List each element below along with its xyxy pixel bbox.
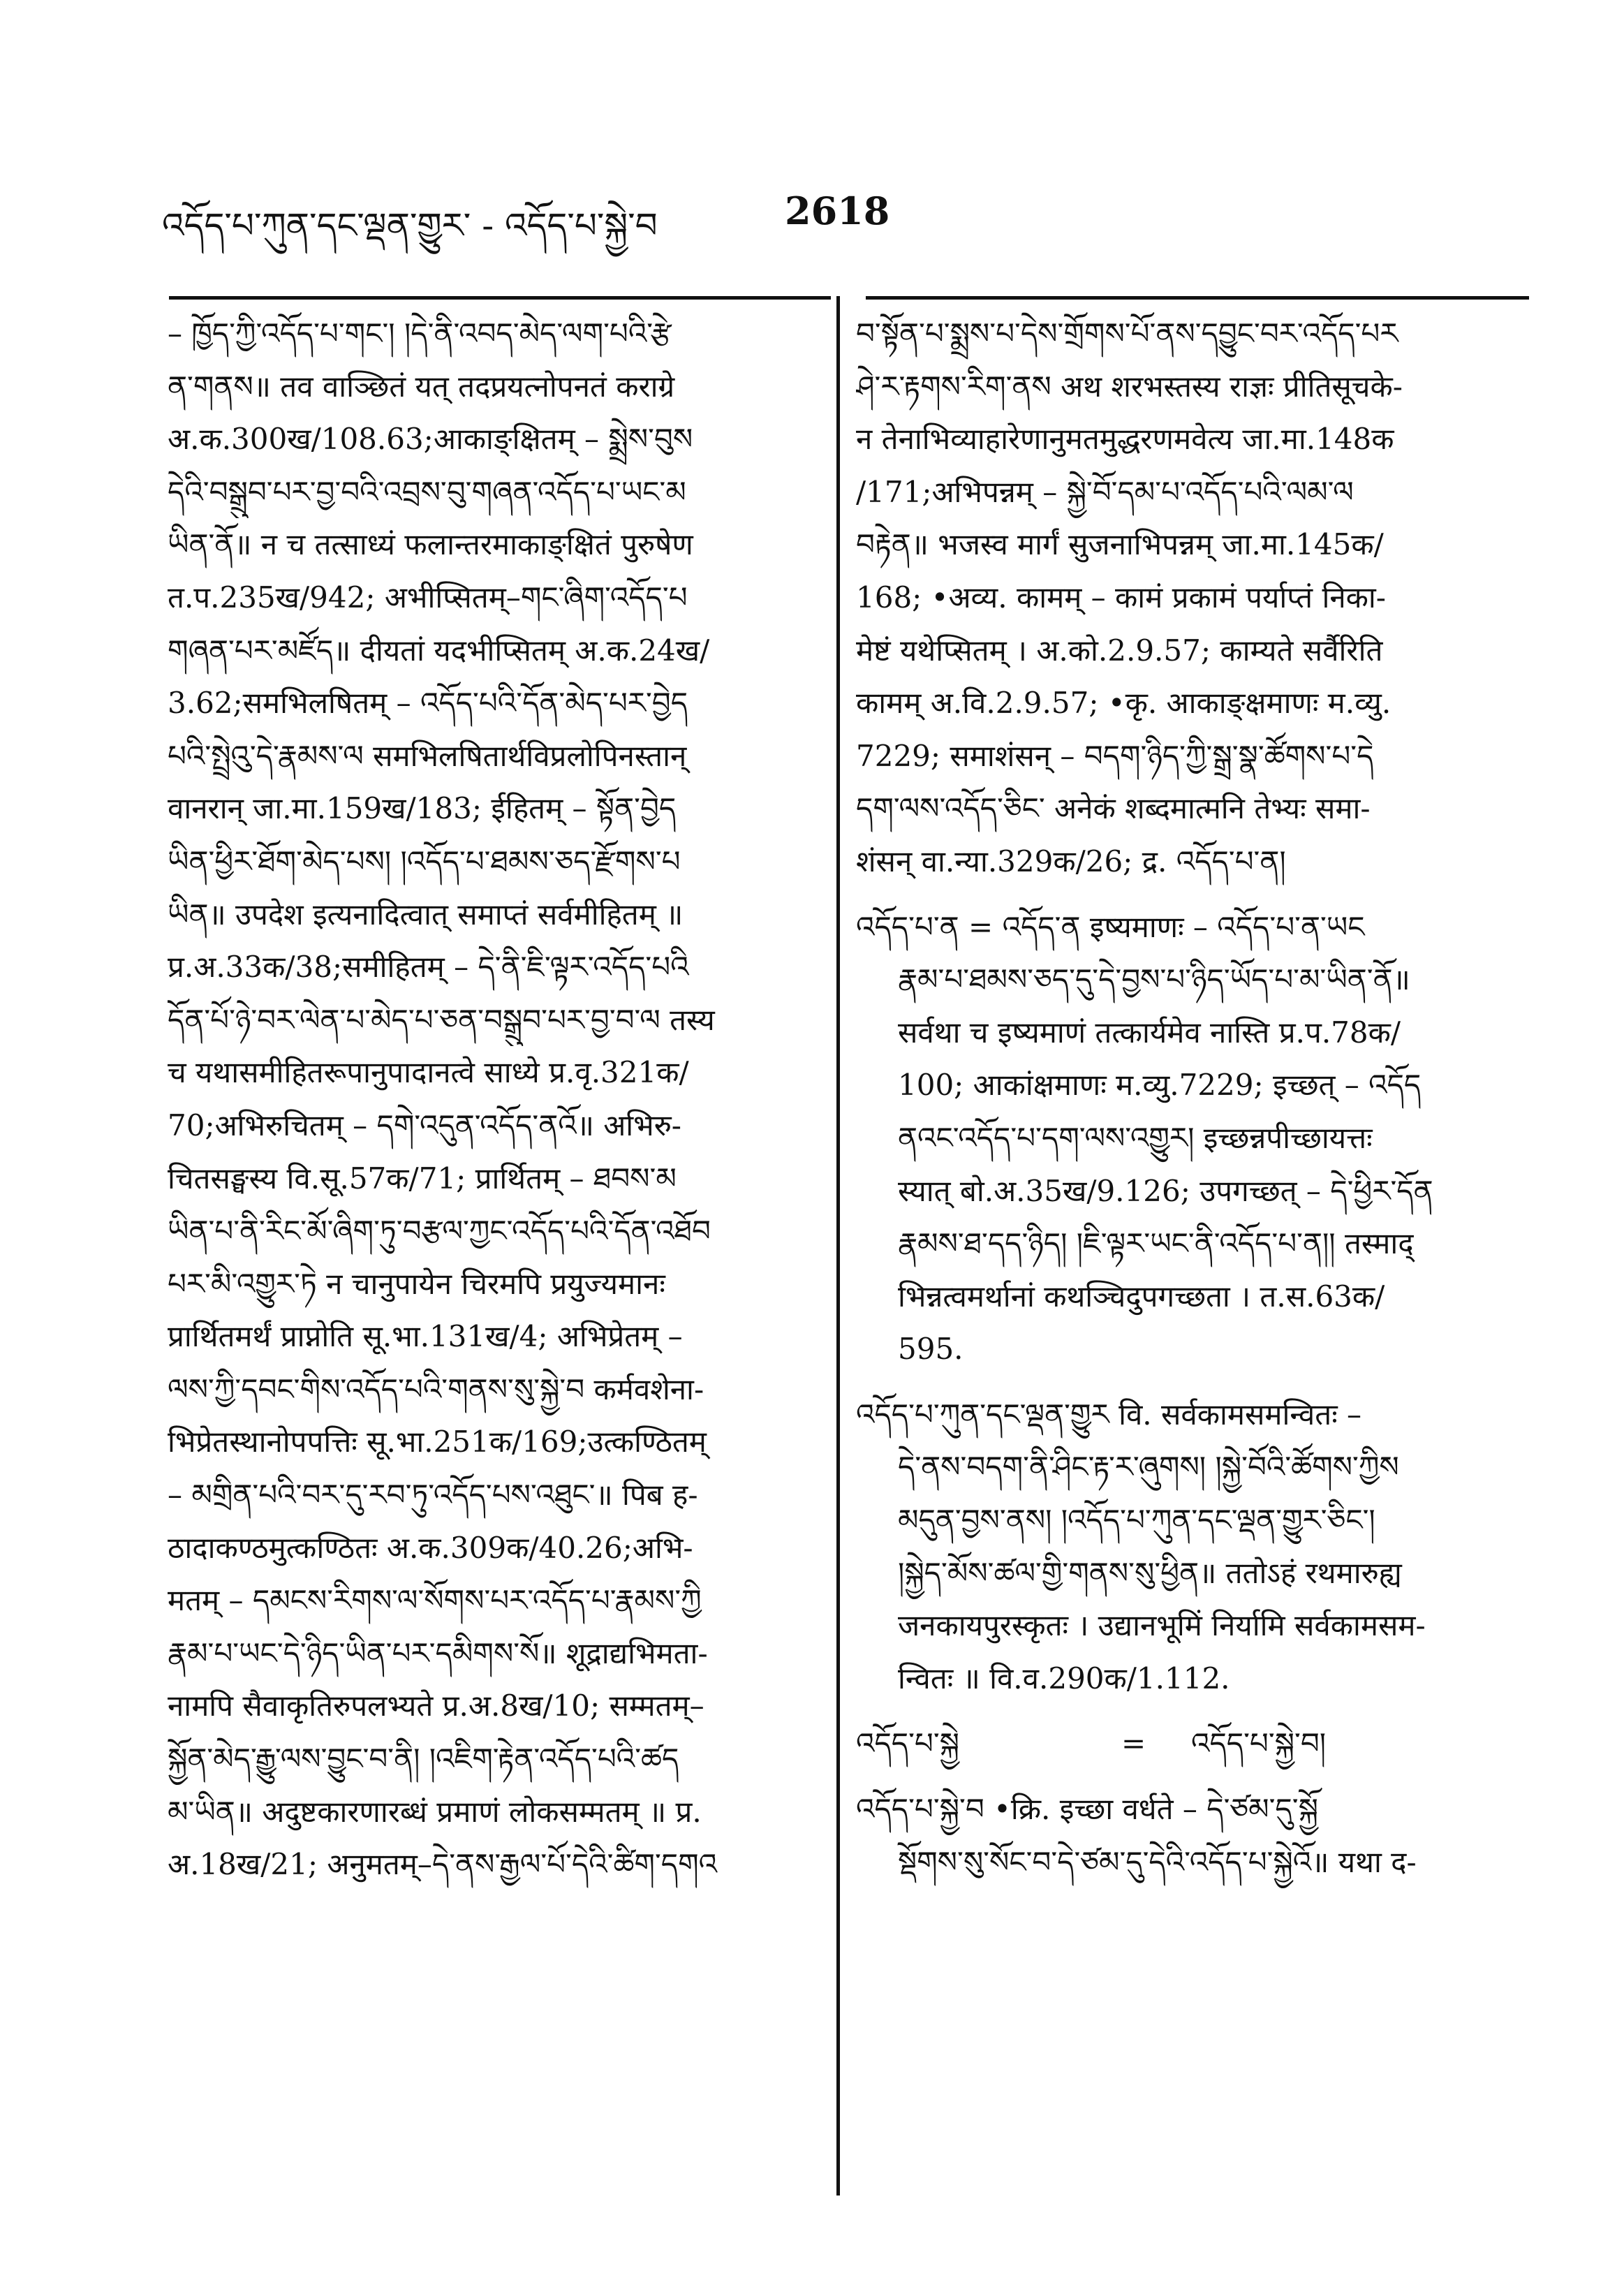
text-line: པའི་སྤྲེའུ་དེ་རྣམས་ལ समभिलषितार्थविप्रलोपिनस्तान्: [168, 738, 687, 773]
text-line: – ཁྱོད་ཀྱི་འདོད་པ་གང་། །དེ་ནི་འབད་མེད་ལག་པའི་རྩེ: [168, 316, 672, 351]
running-head: འདོད་པ་ཀུན་དང་ལྡན་གྱུར་ - འདོད་པ་སྐྱེ་བ: [162, 205, 658, 246]
text-line: སྡོགས་སུ་སོང་བ་དེ་ཙམ་དུ་དེའི་འདོད་པ་སྐྱེའོ॥ यथा द-: [898, 1844, 1417, 1879]
text-line: मेष्टं यथेप्सितम् । अ.को.2.9.57; काम्यते सर्वैरिति: [856, 633, 1383, 668]
text-line: प्रार्थितमर्थं प्राप्नोति सू.भा.131ख/4; अभिप्रेतम् –: [168, 1319, 683, 1354]
text-line: 100; आकांक्षमाणः म.व्यु.7229; इच्छत् – འདོད: [898, 1068, 1422, 1103]
text-line: རྣམས་ཐ་དད་ཉིད། །ཇི་ལྟར་ཡང་ནི་འདོད་པ་ན།། तस्माद्: [898, 1226, 1414, 1261]
text-line: अ.18ख/21; अनुमतम्–དེ་ནས་རྒྱལ་པོ་དེའི་ཚིག་དགའ: [168, 1847, 718, 1882]
text-line: རྣམ་པ་ཐམས་ཅད་དུ་དེ་བྱས་པ་ཉིད་ཡོད་པ་མ་ཡིན་ནོ॥: [898, 962, 1410, 997]
text-line: འདོད་པ་ཀུན་དང་ལྡན་གྱུར वि. सर्वकामसमन्वितः –: [856, 1397, 1362, 1432]
text-line: 595.: [898, 1332, 964, 1367]
text-line: त.प.235ख/942; अभीप्सितम्–གང་ཞིག་འདོད་པ: [168, 580, 688, 615]
text-line: ན་གནས॥ तव वाञ्छितं यत् तदप्रयत्नोपनतं कराग्रे: [168, 369, 675, 404]
crossref-target: འདོད་པ་སྐྱེ་བ།: [1191, 1726, 1327, 1761]
left-column-top-rule: [169, 296, 831, 300]
text-line: 70;अभिरुचितम् – དགེ་འདུན་འདོད་ནའོ॥ अभिरु-: [168, 1108, 682, 1142]
text-line: ཡིན་པ་ནི་རིང་མོ་ཞིག་ཏུ་བརྩལ་ཀྱང་འདོད་པའི་དོན་འཐོབ: [168, 1214, 711, 1249]
text-line: ཡིན་ཕྱིར་ཐོག་མེད་པས། །འདོད་པ་ཐམས་ཅད་རྫོགས་པ: [168, 844, 681, 878]
text-line: अ.क.300ख/108.63;आकाङ्क्षितम् – སྨྲེས་བུས: [168, 422, 693, 457]
text-line: 168; •अव्य. कामम् – कामं प्रकामं पर्याप्तं निका-: [856, 580, 1386, 615]
text-line: – མགྲིན་པའི་བར་དུ་རབ་ཏུ་འདོད་པས་འཐུང་॥ पिब ह-: [168, 1478, 698, 1513]
text-line: ठादाकण्ठमुत्कण्ठितः अ.क.309क/40.26;अभि-: [168, 1530, 693, 1565]
entry-dod-pa-na: [856, 901, 1533, 1376]
text-line: ནའང་འདོད་པ་དག་ལས་འགྱུར། इच्छन्नपीच्छायत्तः: [898, 1120, 1373, 1155]
text-line: འདོད་པ་ན = འདོད་ན इष्यमाणः – འདོད་པ་ན་ཡང: [856, 909, 1365, 944]
text-line: न तेनाभिव्याहारेणानुमतमुद्धरणमवेत्य जा.मा.148क: [856, 422, 1394, 457]
text-line: स्यात् बो.अ.35ख/9.126; उपगच्छत् – དེ་ཕྱིར་དོན: [898, 1173, 1433, 1208]
text-line: न्वितः ॥ वि.व.290क/1.112.: [898, 1661, 1230, 1696]
text-line: ལས་ཀྱི་དབང་གིས་འདོད་པའི་གནས་སུ་སྐྱེ་བ कर्मवशेना-: [168, 1371, 704, 1406]
text-line: གཞན་པར་མཛོད॥ दीयतां यदभीप्सितम् अ.क.24ख/: [168, 633, 710, 668]
entry-dod-pa-skye-crossref: [856, 1717, 1533, 1770]
entry-dod-pa-skye-ba: [856, 1783, 1533, 1888]
column-divider: [836, 296, 840, 2196]
text-line: कामम् अ.वि.2.9.57; •कृ. आकाङ्क्षमाणः म.व्यु.: [856, 686, 1392, 721]
text-line: भिप्रेतस्थानोपपत्तिः सू.भा.251क/169;उत्कण्ठितम्: [168, 1425, 707, 1459]
headword: འདོད་པ་སྐྱེ: [856, 1726, 960, 1761]
text-line: རྣམ་པ་ཡང་དེ་ཉིད་ཡིན་པར་དམིགས་སོ॥ शूद्राद्यभिमता-: [168, 1635, 708, 1670]
text-line: འདོད་པ་སྐྱེ་བ •क्रि. इच्छा वर्धते – དེ་ཙམ་དུ་སྐྱོ: [856, 1792, 1318, 1827]
text-line: མདུན་བྱས་ནས། །འདོད་པ་ཀུན་དང་ལྡན་གྱུར་ཅིང་།: [898, 1503, 1375, 1538]
text-line: जनकायपुरस्कृतः । उद्यानभूमिं निर्यामि सर्वकामसम-: [898, 1608, 1426, 1643]
text-line: 7229; समाशंसन् – བདག་ཉིད་ཀྱི་སྒྲ་སྣ་ཚོགས་པ་དེ: [856, 738, 1374, 773]
text-line: शंसन् वा.न्या.329क/26; द्र. འདོད་པ་ན།: [856, 844, 1286, 878]
text-line: བརྟེན॥ भजस्व मार्गं सुजनाभिपन्नम् जा.मा.145क/: [856, 527, 1384, 562]
text-line: དོན་པོ་ཉེ་བར་ལེན་པ་མེད་པ་ཅན་བསྒྲུབ་པར་བྱ་བ་ལ तस्य: [168, 1002, 715, 1037]
text-line: སྐྱོན་མེད་རྒྱུ་ལས་བྱུང་བ་ནི། །འཇིག་རྟེན་འདོད་པའི་ཚད: [168, 1742, 679, 1777]
text-line: वानरान् जा.मा.159ख/183; ईहितम् – སྟོན་བྱེད: [168, 791, 677, 826]
text-line: ཡིན॥ उपदेश इत्यनादित्वात् समाप्तं सर्वमीहितम् ॥: [168, 897, 684, 932]
left-column: [168, 307, 827, 1891]
text-line: མ་ཡིན॥ अदुष्टकारणारब्धं प्रमाणं लोकसम्मतम् ॥ प्र.: [168, 1794, 702, 1829]
text-line: ཤེ་ར་རྟགས་རིག་ནས अथ शरभस्तस्य राज्ञः प्रीतिसूचके-: [856, 369, 1403, 404]
page-number: 2618: [785, 189, 890, 233]
text-line: मतम् – དམངས་རིགས་ལ་སོགས་པར་འདོད་པ་རྣམས་ཀྱི: [168, 1583, 702, 1618]
right-column: [856, 307, 1533, 1888]
text-line: 3.62;समभिलषितम् – འདོད་པའི་དོན་མེད་པར་བྱེད: [168, 686, 688, 721]
text-line: चितसङ्घस्य वि.सू.57क/71; प्रार्थितम् – ཐབས་མ: [168, 1161, 677, 1196]
text-line: པར་མི་འགྱུར་ཏེ न चानुपायेन चिरमपि प्रयुज्यमानः: [168, 1266, 665, 1301]
entry-dod-pa-kun-dang-ldan-gyur: [856, 1388, 1533, 1705]
text-line: དེའི་བསྒྲུབ་པར་བྱ་བའི་འབྲས་བུ་གཞན་འདོད་པ་ཡང་མ: [168, 474, 686, 509]
right-column-top-rule: [866, 296, 1529, 300]
text-line: ཡིན་ནོ॥ न च तत्साध्यं फलान्तरमाकाङ्क्षितं पुरुषेण: [168, 527, 693, 562]
text-line: च यथासमीहितरूपानुपादानत्वे साध्ये प्र.वृ.321क/: [168, 1055, 689, 1090]
text-line: भिन्नत्वमर्थानां कथञ्चिदुपगच्छता । त.स.63क/: [898, 1279, 1385, 1314]
text-line: नामपि सैवाकृतिरुपलभ्यते प्र.अ.8ख/10; सम्मतम्–: [168, 1689, 704, 1723]
text-line: བ་སྟོན་པ་སྨྲས་པ་དེས་གྲོགས་པོ་ནས་དབྱུང་བར་འདོད་པར: [856, 316, 1398, 351]
text-line: सर्वथा च इष्यमाणं तत्कार्यमेव नास्ति प्र.प.78क/: [898, 1015, 1401, 1050]
text-line: དེ་ནས་བདག་ནི་ཤིང་རྟ་ར་ཞུགས། །སྐྱེ་བོའི་ཚོགས་ཀྱིས: [898, 1450, 1399, 1485]
text-line: དག་ལས་འདོད་ཅིང་ अनेकं शब्दमात्मनि तेभ्यः समा-: [856, 791, 1371, 826]
equals-sign: =: [1121, 1726, 1146, 1761]
text-line: །སྐྱེད་མོས་ཚལ་གྱི་གནས་སུ་ཕྱིན॥ ततोऽहं रथमारुह्य: [898, 1555, 1402, 1590]
text-line: प्र.अ.33क/38;समीहितम् – དེ་ནི་ཇི་ལྟར་འདོད་པའི: [168, 950, 689, 985]
entry-continuation: [856, 307, 1533, 888]
text-line: /171;अभिपन्नम् – སྐྱེ་བོ་དམ་པ་འདོད་པའི་ལམ་ལ: [856, 474, 1354, 509]
